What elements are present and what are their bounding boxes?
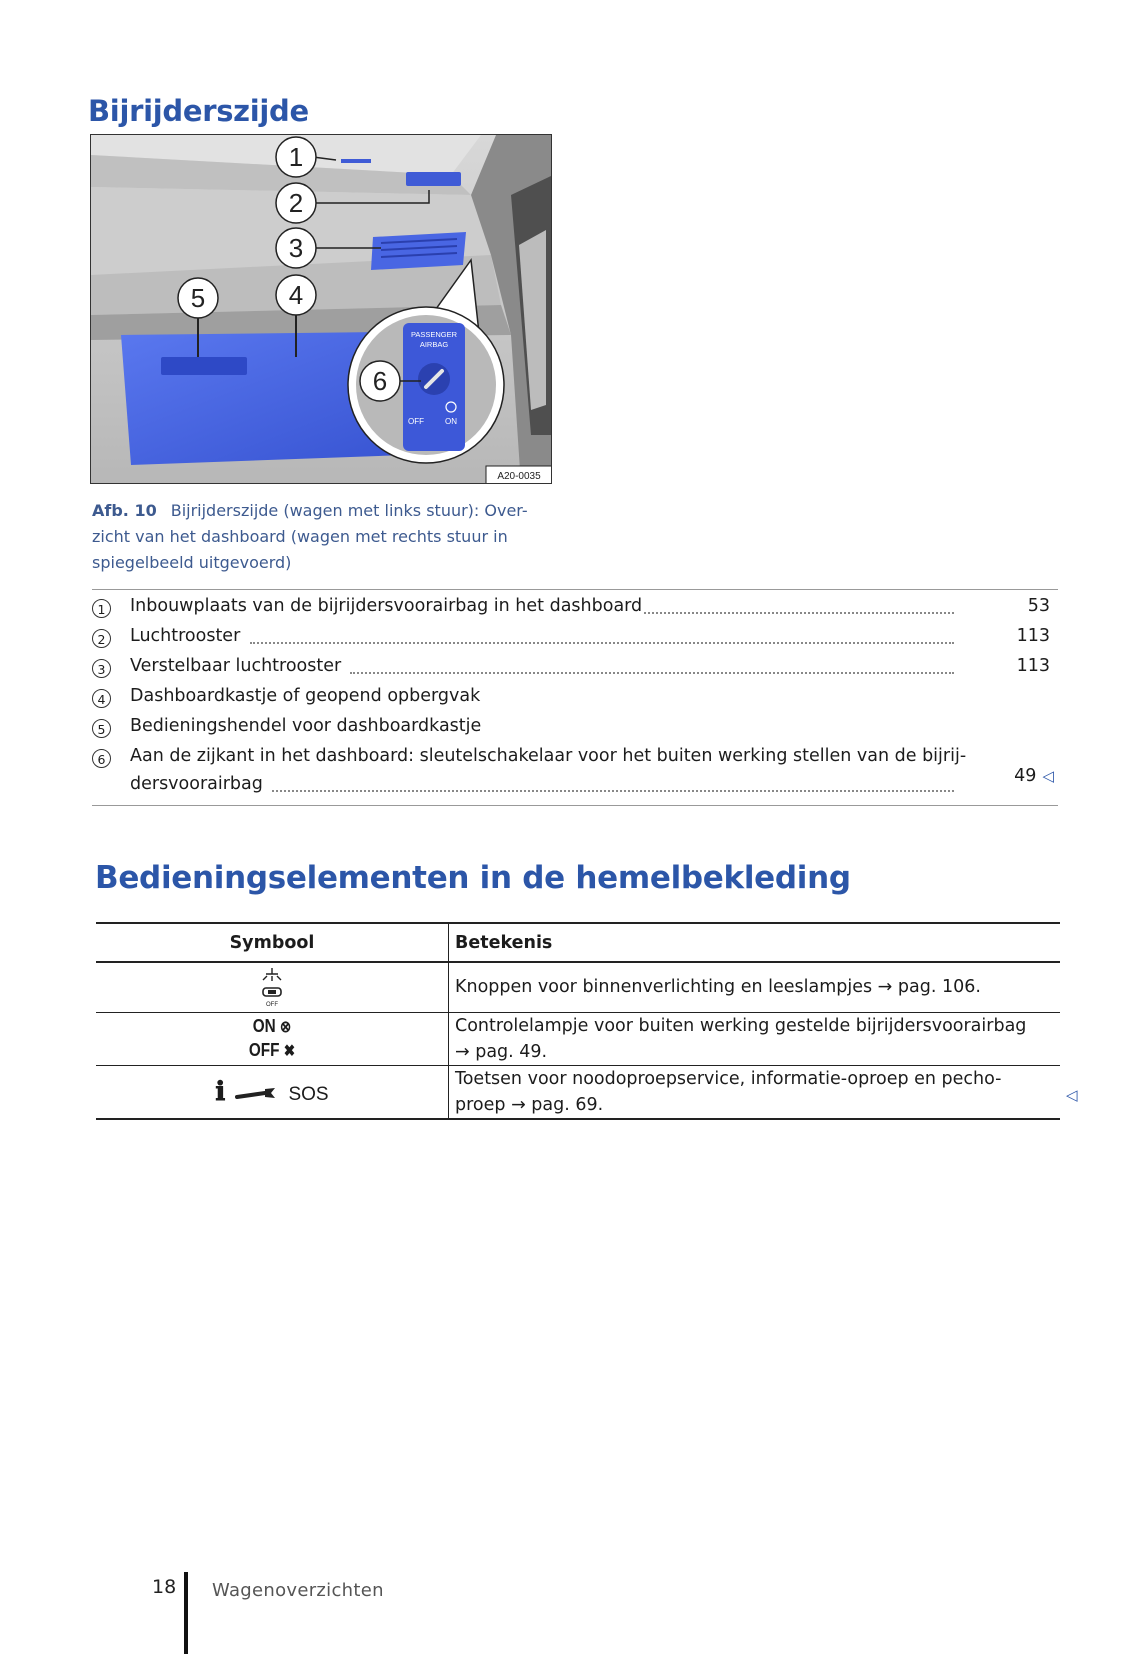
symbol-table: [96, 922, 1060, 1120]
page-number: 18: [152, 1576, 177, 1598]
legend-number: 2: [92, 629, 111, 648]
meaning-line1: Toetsen voor noodoproepservice, informatie-oproep en pecho-: [455, 1068, 1002, 1089]
callout-6: 6: [372, 366, 388, 396]
legend-number: 5: [92, 719, 111, 738]
table-row: [96, 1065, 1060, 1119]
off-label: OFF: [408, 417, 424, 426]
airbag-label-1: PASSENGER: [410, 330, 458, 339]
callout-1: 1: [288, 142, 304, 172]
legend-number: 1: [92, 599, 111, 618]
interior-light-icon: [258, 966, 286, 1008]
legend-page: 113: [1016, 656, 1050, 676]
legend-page: 53: [1027, 596, 1050, 616]
legend-text: Verstelbaar luchtrooster: [130, 656, 342, 676]
header-symbool: Symbool: [96, 923, 449, 962]
table-row: [96, 1012, 1060, 1065]
chapter-name: Wagenoverzichten: [212, 1580, 384, 1601]
meaning-line1: Controlelampje voor buiten werking gestelde bijrijdersvoorairbag: [455, 1015, 1027, 1036]
legend-page: 113: [1016, 626, 1050, 646]
symbol-cell: [96, 962, 449, 1012]
caption-label: Afb. 10: [92, 501, 157, 520]
on-text: ON: [252, 1015, 276, 1036]
figure-caption: [92, 498, 552, 576]
footer-divider: [184, 1572, 188, 1654]
table-row: [96, 962, 1060, 1012]
callout-3: 3: [288, 233, 304, 263]
section-title-bijrijderszijde: Bijrijderszijde: [88, 94, 309, 128]
meaning-cell: Knoppen voor binnenverlichting en leeslampjes → pag. 106.: [455, 977, 981, 998]
leader-dots: [272, 790, 954, 792]
meaning-cell: [449, 1065, 1061, 1119]
leader-dots: [350, 672, 954, 674]
callout-4: 4: [288, 280, 304, 310]
legend-number: 6: [92, 749, 111, 768]
dashboard-figure: [90, 134, 552, 484]
legend-number: 4: [92, 689, 111, 708]
end-marker-icon: ◁: [1066, 1086, 1078, 1104]
legend-text-line2: dersvoorairbag: [130, 774, 263, 794]
legend-text: Dashboardkastje of geopend opbergvak: [130, 686, 481, 706]
legend-top-rule: [92, 589, 1058, 590]
legend-bottom-rule: [92, 805, 1058, 806]
off-sub-label: OFF: [266, 1002, 278, 1009]
airbag-label-2: AIRBAG: [419, 340, 449, 349]
legend-text: Inbouwplaats van de bijrijdersvoorairbag in het dashboard: [130, 596, 643, 616]
symbol-cell: [96, 1012, 449, 1065]
sos-label: SOS: [288, 1083, 329, 1105]
header-betekenis: Betekenis: [455, 932, 553, 953]
meaning-line2: proep → pag. 69.: [455, 1094, 604, 1115]
caption-text: Bijrijderszijde (wagen met links stuur): Over-zicht van het dashboard (wagen met rechts stuur in spiegelbeeld uitgevoerd): [92, 501, 528, 572]
legend-number: 3: [92, 659, 111, 678]
legend-text: Bedieningshendel voor dashboardkastje: [130, 716, 482, 736]
callout-5: 5: [190, 283, 206, 313]
table-header-row: [96, 923, 1060, 962]
on-label: ON: [445, 417, 457, 426]
legend-page: [1014, 766, 1054, 786]
meaning-cell: [449, 1012, 1061, 1065]
wrench-icon: [235, 1087, 279, 1103]
legend-text: Luchtrooster: [130, 626, 241, 646]
callout-2: 2: [288, 188, 304, 218]
symbol-cell: [96, 1065, 449, 1119]
figure-code: A20-0035: [497, 471, 541, 482]
info-icon: ℹ: [215, 1076, 226, 1106]
end-marker-icon: ◁: [1042, 767, 1054, 785]
off-text: OFF: [248, 1039, 280, 1060]
leader-dots: [250, 642, 954, 644]
meaning-line2: → pag. 49.: [455, 1041, 548, 1062]
legend-page-number: 49: [1014, 766, 1037, 786]
leader-dots: [644, 612, 954, 614]
airbag-onoff-icon: ON ⊗ OFF ✖: [248, 1015, 296, 1060]
legend-text-line1: Aan de zijkant in het dashboard: sleutelschakelaar voor het buiten werking stellen van de bijrij-: [130, 746, 967, 766]
section-title-hemelbekleding: Bedieningselementen in de hemelbekleding: [95, 860, 851, 896]
dashboard-illustration: [91, 135, 552, 484]
